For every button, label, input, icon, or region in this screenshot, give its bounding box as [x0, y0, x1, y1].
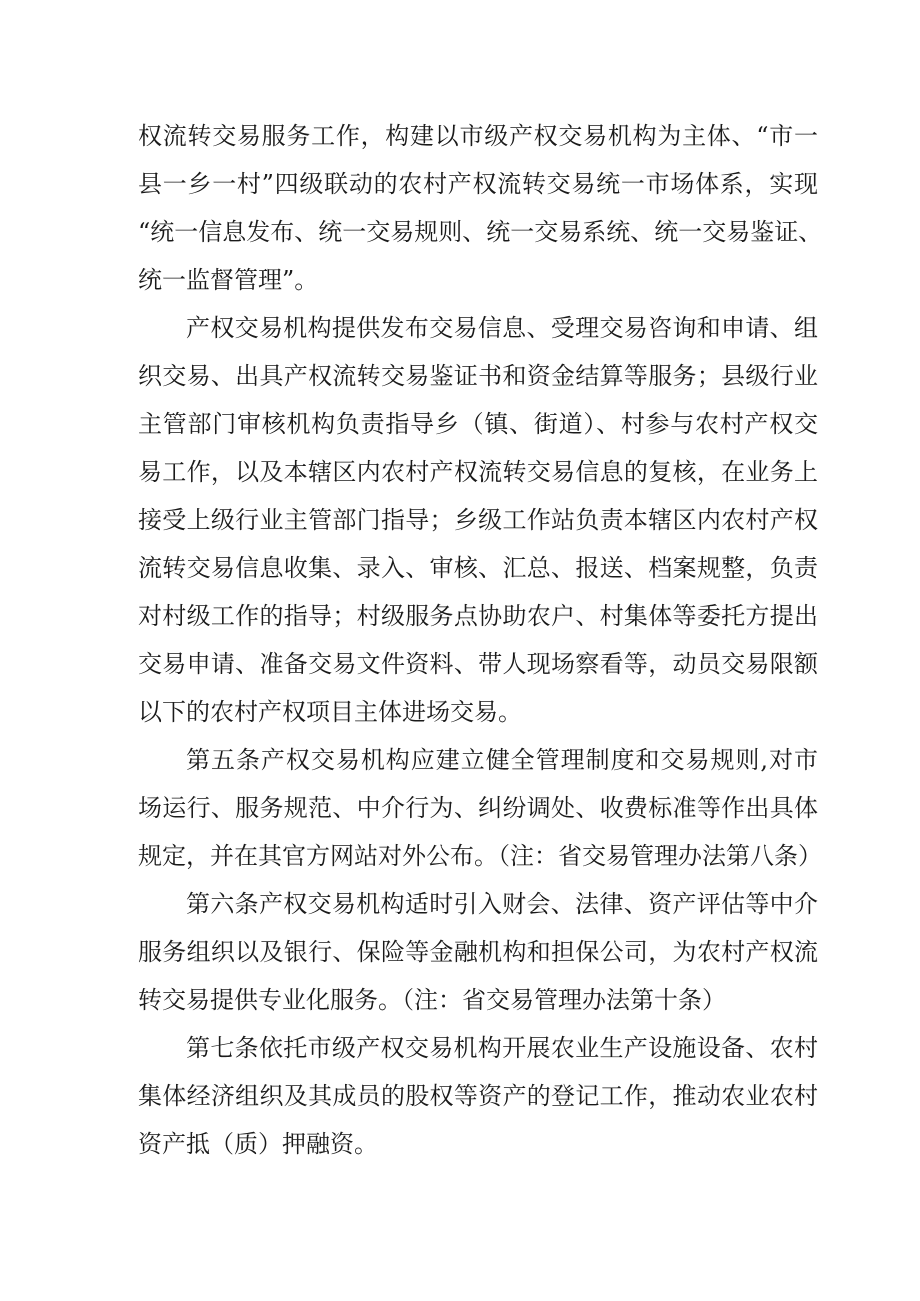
text-line: 第五条产权交易机构应建立健全管理制度和交易规则,对市: [186, 746, 818, 774]
paragraph-article-6: [138, 880, 818, 1024]
text-line: 接受上级行业主管部门指导；乡级工作站负责本辖区内农村产权: [138, 506, 818, 534]
text-line: 对村级工作的指导；村级服务点协助农户、村集体等委托方提出: [138, 602, 818, 630]
text-line: 以下的农村产权项目主体进场交易。: [138, 698, 522, 726]
text-line: 产权交易机构提供发布交易信息、受理交易咨询和申请、组: [186, 314, 818, 342]
paragraph-article-5: [138, 736, 822, 880]
text-line: 转交易提供专业化服务。（注：省交易管理办法第十条）: [138, 986, 726, 1014]
text-line: 服务组织以及银行、保险等金融机构和担保公司，为农村产权流: [138, 938, 818, 966]
text-line: 规定，并在其官方网站对外公布。（注：省交易管理办法第八条）: [138, 842, 822, 870]
document-body: [138, 112, 823, 1168]
text-line: 易工作，以及本辖区内农村产权流转交易信息的复核，在业务上: [138, 458, 818, 486]
text-line: 交易申请、准备交易文件资料、带人现场察看等，动员交易限额: [138, 650, 818, 678]
text-line: 场运行、服务规范、中介行为、纠纷调处、收费标准等作出具体: [138, 794, 818, 822]
paragraph-article-7: [138, 1024, 818, 1168]
text-line: 流转交易信息收集、录入、审核、汇总、报送、档案规整，负责: [138, 554, 818, 582]
text-line: 集体经济组织及其成员的股权等资产的登记工作，推动农业农村: [138, 1082, 818, 1110]
paragraph-institution-duties: [138, 304, 818, 736]
text-line: 主管部门审核机构负责指导乡（镇、街道）、村参与农村产权交: [138, 410, 818, 438]
text-line: 资产抵（质）押融资。: [138, 1130, 378, 1158]
text-line: 权流转交易服务工作，构建以市级产权交易机构为主体、“市一: [138, 122, 818, 150]
text-line: 县一乡一村”四级联动的农村产权流转交易统一市场体系，实现: [138, 170, 818, 198]
text-line: “统一信息发布、统一交易规则、统一交易系统、统一交易鉴证、: [138, 218, 823, 246]
paragraph-intro-continued: [138, 112, 823, 304]
text-line: 第七条依托市级产权交易机构开展农业生产设施设备、农村: [186, 1034, 818, 1062]
text-line: 第六条产权交易机构适时引入财会、法律、资产评估等中介: [186, 890, 818, 918]
text-line: 织交易、出具产权流转交易鉴证书和资金结算等服务；县级行业: [138, 362, 818, 390]
text-line: 统一监督管理”。: [138, 266, 319, 294]
